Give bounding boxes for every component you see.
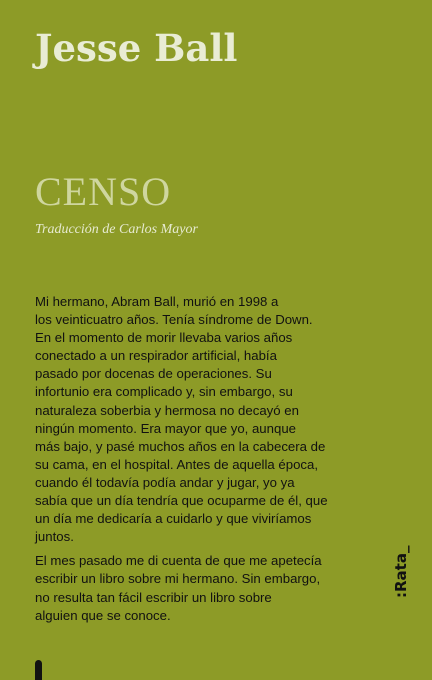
blurb-line: Mi hermano, Abram Ball, murió en 1998 a	[35, 294, 279, 309]
blurb-line: cuando él todavía podía andar y jugar, yo ya	[35, 474, 295, 490]
blurb-line: juntos.	[35, 529, 74, 545]
blurb-line: su cama, en el hospital. Antes de aquella época,	[35, 456, 318, 472]
publisher-logo: :Rata_	[392, 545, 410, 598]
blurb-line: ningún momento. Era mayor que yo, aunque	[35, 420, 296, 436]
back-cover-blurb	[35, 293, 355, 631]
blurb-line: pasado por docenas de operaciones. Su	[35, 366, 272, 382]
blurb-line: los veinticuatro años. Tenía síndrome de Down.	[35, 312, 313, 328]
blurb-paragraph-2	[35, 552, 355, 624]
blurb-line: naturaleza soberbia y hermosa no decayó en	[35, 402, 299, 418]
blurb-line: más bajo, y pasé muchos años en la cabecera de	[35, 438, 326, 454]
blurb-line: no resulta tan fácil escribir un libro sobre	[35, 589, 272, 605]
blurb-line: escribir un libro sobre mi hermano. Sin embargo,	[35, 571, 321, 587]
blurb-line: alguien que se conoce.	[35, 607, 171, 623]
translator-credit: Traducción de Carlos Mayor	[35, 222, 198, 237]
blurb-line: El mes pasado me di cuenta de que me apetecía	[35, 553, 322, 569]
blurb-paragraph-1	[35, 293, 355, 546]
blurb-line: un día me dedicaría a cuidarlo y que viviríamos	[35, 511, 312, 527]
blurb-line: conectado a un respirador artificial, había	[35, 348, 277, 364]
book-title: CENSO	[35, 169, 172, 214]
author-name: Jesse Ball	[35, 26, 238, 70]
bookmark-ribbon	[35, 660, 42, 680]
blurb-line: En el momento de morir llevaba varios años	[35, 330, 293, 346]
blurb-line: infortunio era complicado y, sin embargo, su	[35, 384, 293, 400]
blurb-line: sabía que un día tendría que ocuparme de él, que	[35, 493, 328, 509]
